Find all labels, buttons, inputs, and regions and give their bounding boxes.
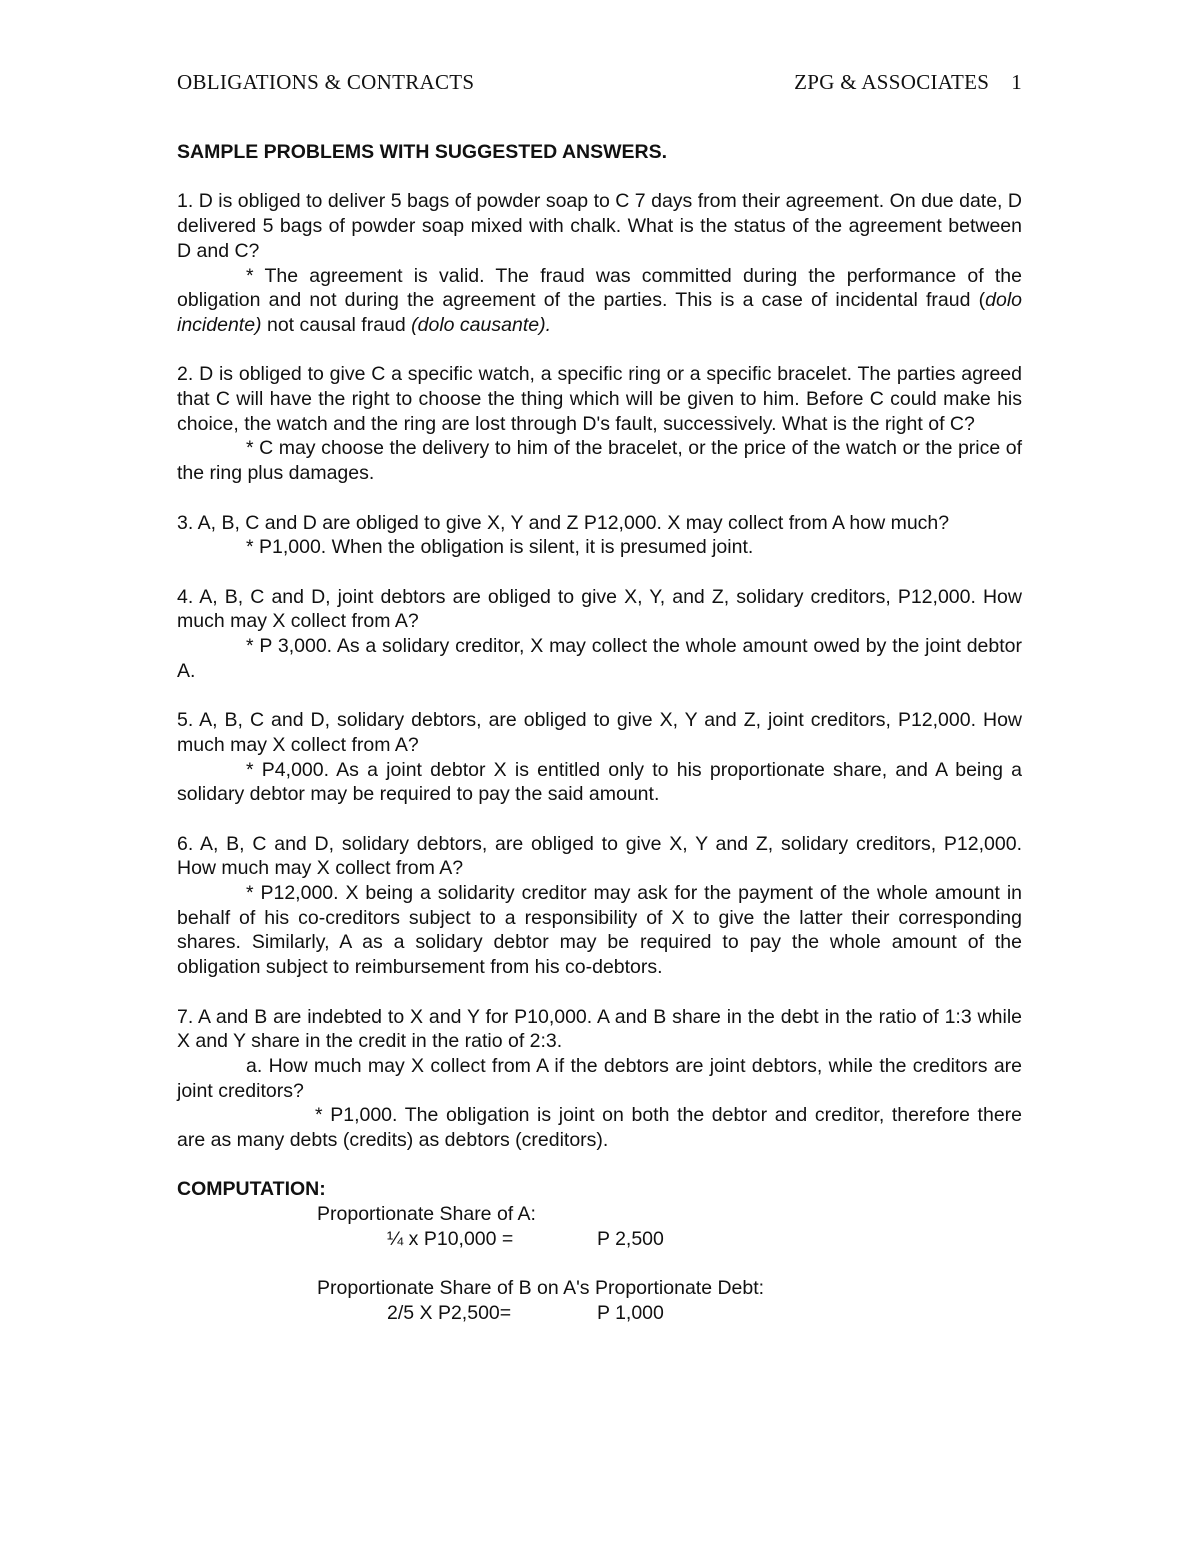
problem-2 bbox=[177, 362, 1022, 486]
problem-5 bbox=[177, 708, 1022, 807]
header-right bbox=[794, 70, 1022, 95]
page-number: 1 bbox=[1011, 70, 1022, 94]
problem-answer: * P12,000. X being a solidarity creditor may ask for the payment of the whole amount in behalf of his co-creditors subject to a responsibility of X to give the latter their corresponding shares. Similarly, A as a solidary debtor may be required to pay the whole amount of the obligation subject to reimbursement from his co-debtors. bbox=[177, 882, 1022, 979]
problem-question: 3. A, B, C and D are obliged to give X, Y and Z P12,000. X may collect from A how much? bbox=[177, 511, 950, 534]
computation-label: Proportionate Share of B on A's Proportionate Debt: bbox=[317, 1277, 765, 1300]
problem-answer: * P4,000. As a joint debtor X is entitled only to his proportionate share, and A being a solidary debtor may be required to pay the said amount. bbox=[177, 758, 1022, 806]
problem-sub-answer: * P1,000. The obligation is joint on both the debtor and creditor, therefore there are as many debts (credits) as debtors (creditors). bbox=[177, 1104, 1022, 1152]
problem-answer: * P 3,000. As a solidary creditor, X may collect the whole amount owed by the joint debtor A. bbox=[177, 635, 1022, 682]
computation-title: COMPUTATION: bbox=[177, 1178, 326, 1201]
problem-answer bbox=[177, 264, 1022, 338]
problem-question: 7. A and B are indebted to X and Y for P10,000. A and B share in the debt in the ratio of 1:3 while X and Y share in the credit in the ratio of 2:3. bbox=[177, 1005, 1022, 1053]
problem-question: 6. A, B, C and D, solidary debtors, are obliged to give X, Y and Z, solidary creditors, P12,000. How much may X collect from A? bbox=[177, 832, 1022, 880]
computation-expression: ¼ x P10,000 = bbox=[387, 1227, 514, 1250]
problem-sub-question: a. How much may X collect from A if the debtors are joint debtors, while the creditors are joint creditors? bbox=[177, 1054, 1022, 1102]
problem-4 bbox=[177, 585, 1022, 684]
answer-italic-term: dolo incidente) bbox=[177, 289, 1022, 336]
computation-block bbox=[317, 1202, 1022, 1325]
answer-text: not causal fraud bbox=[261, 313, 412, 336]
computation-expression: 2/5 X P2,500= bbox=[387, 1301, 512, 1324]
problem-question: 4. A, B, C and D, joint debtors are obliged to give X, Y, and Z, solidary creditors, P12,000. How much may X collect from A? bbox=[177, 585, 1022, 633]
problem-answer: * C may choose the delivery to him of the bracelet, or the price of the watch or the price of the ring plus damages. bbox=[177, 437, 1022, 485]
problem-answer: * P1,000. When the obligation is silent, it is presumed joint. bbox=[246, 536, 754, 559]
document-body bbox=[177, 140, 1022, 1326]
page-header bbox=[177, 70, 1022, 100]
computation-label: Proportionate Share of A: bbox=[317, 1203, 536, 1226]
problem-question: 5. A, B, C and D, solidary debtors, are obliged to give X, Y and Z, joint creditors, P12,000. How much may X collect from A? bbox=[177, 709, 1022, 756]
computation-row bbox=[387, 1227, 1022, 1252]
computation-row bbox=[387, 1301, 1022, 1326]
problem-question: 2. D is obliged to give C a specific watch, a specific ring or a specific bracelet. The parties agreed that C will have the right to choose the thing which will be given to him. Before C could make his choice, the watch and the ring are lost through D's fault, successively. What is the right of C? bbox=[177, 363, 1022, 435]
problem-3 bbox=[177, 511, 1022, 560]
header-firm-name: ZPG & ASSOCIATES bbox=[794, 70, 990, 94]
problem-1 bbox=[177, 189, 1022, 337]
problem-7 bbox=[177, 1005, 1022, 1153]
computation-result: P 2,500 bbox=[597, 1227, 664, 1250]
answer-text: * The agreement is valid. The fraud was committed during the performance of the obligation and not during the agreement of the parties. This is a case of incidental fraud ( bbox=[177, 264, 1022, 312]
computation-result: P 1,000 bbox=[597, 1301, 664, 1324]
document-title: SAMPLE PROBLEMS WITH SUGGESTED ANSWERS. bbox=[177, 141, 668, 163]
answer-italic-term: (dolo causante). bbox=[411, 313, 551, 336]
problem-question: 1. D is obliged to deliver 5 bags of powder soap to C 7 days from their agreement. On due date, D delivered 5 bags of powder soap mixed with chalk. What is the status of the agreement between D and C? bbox=[177, 190, 1022, 262]
header-course-title: OBLIGATIONS & CONTRACTS bbox=[177, 70, 475, 94]
problem-6 bbox=[177, 832, 1022, 980]
